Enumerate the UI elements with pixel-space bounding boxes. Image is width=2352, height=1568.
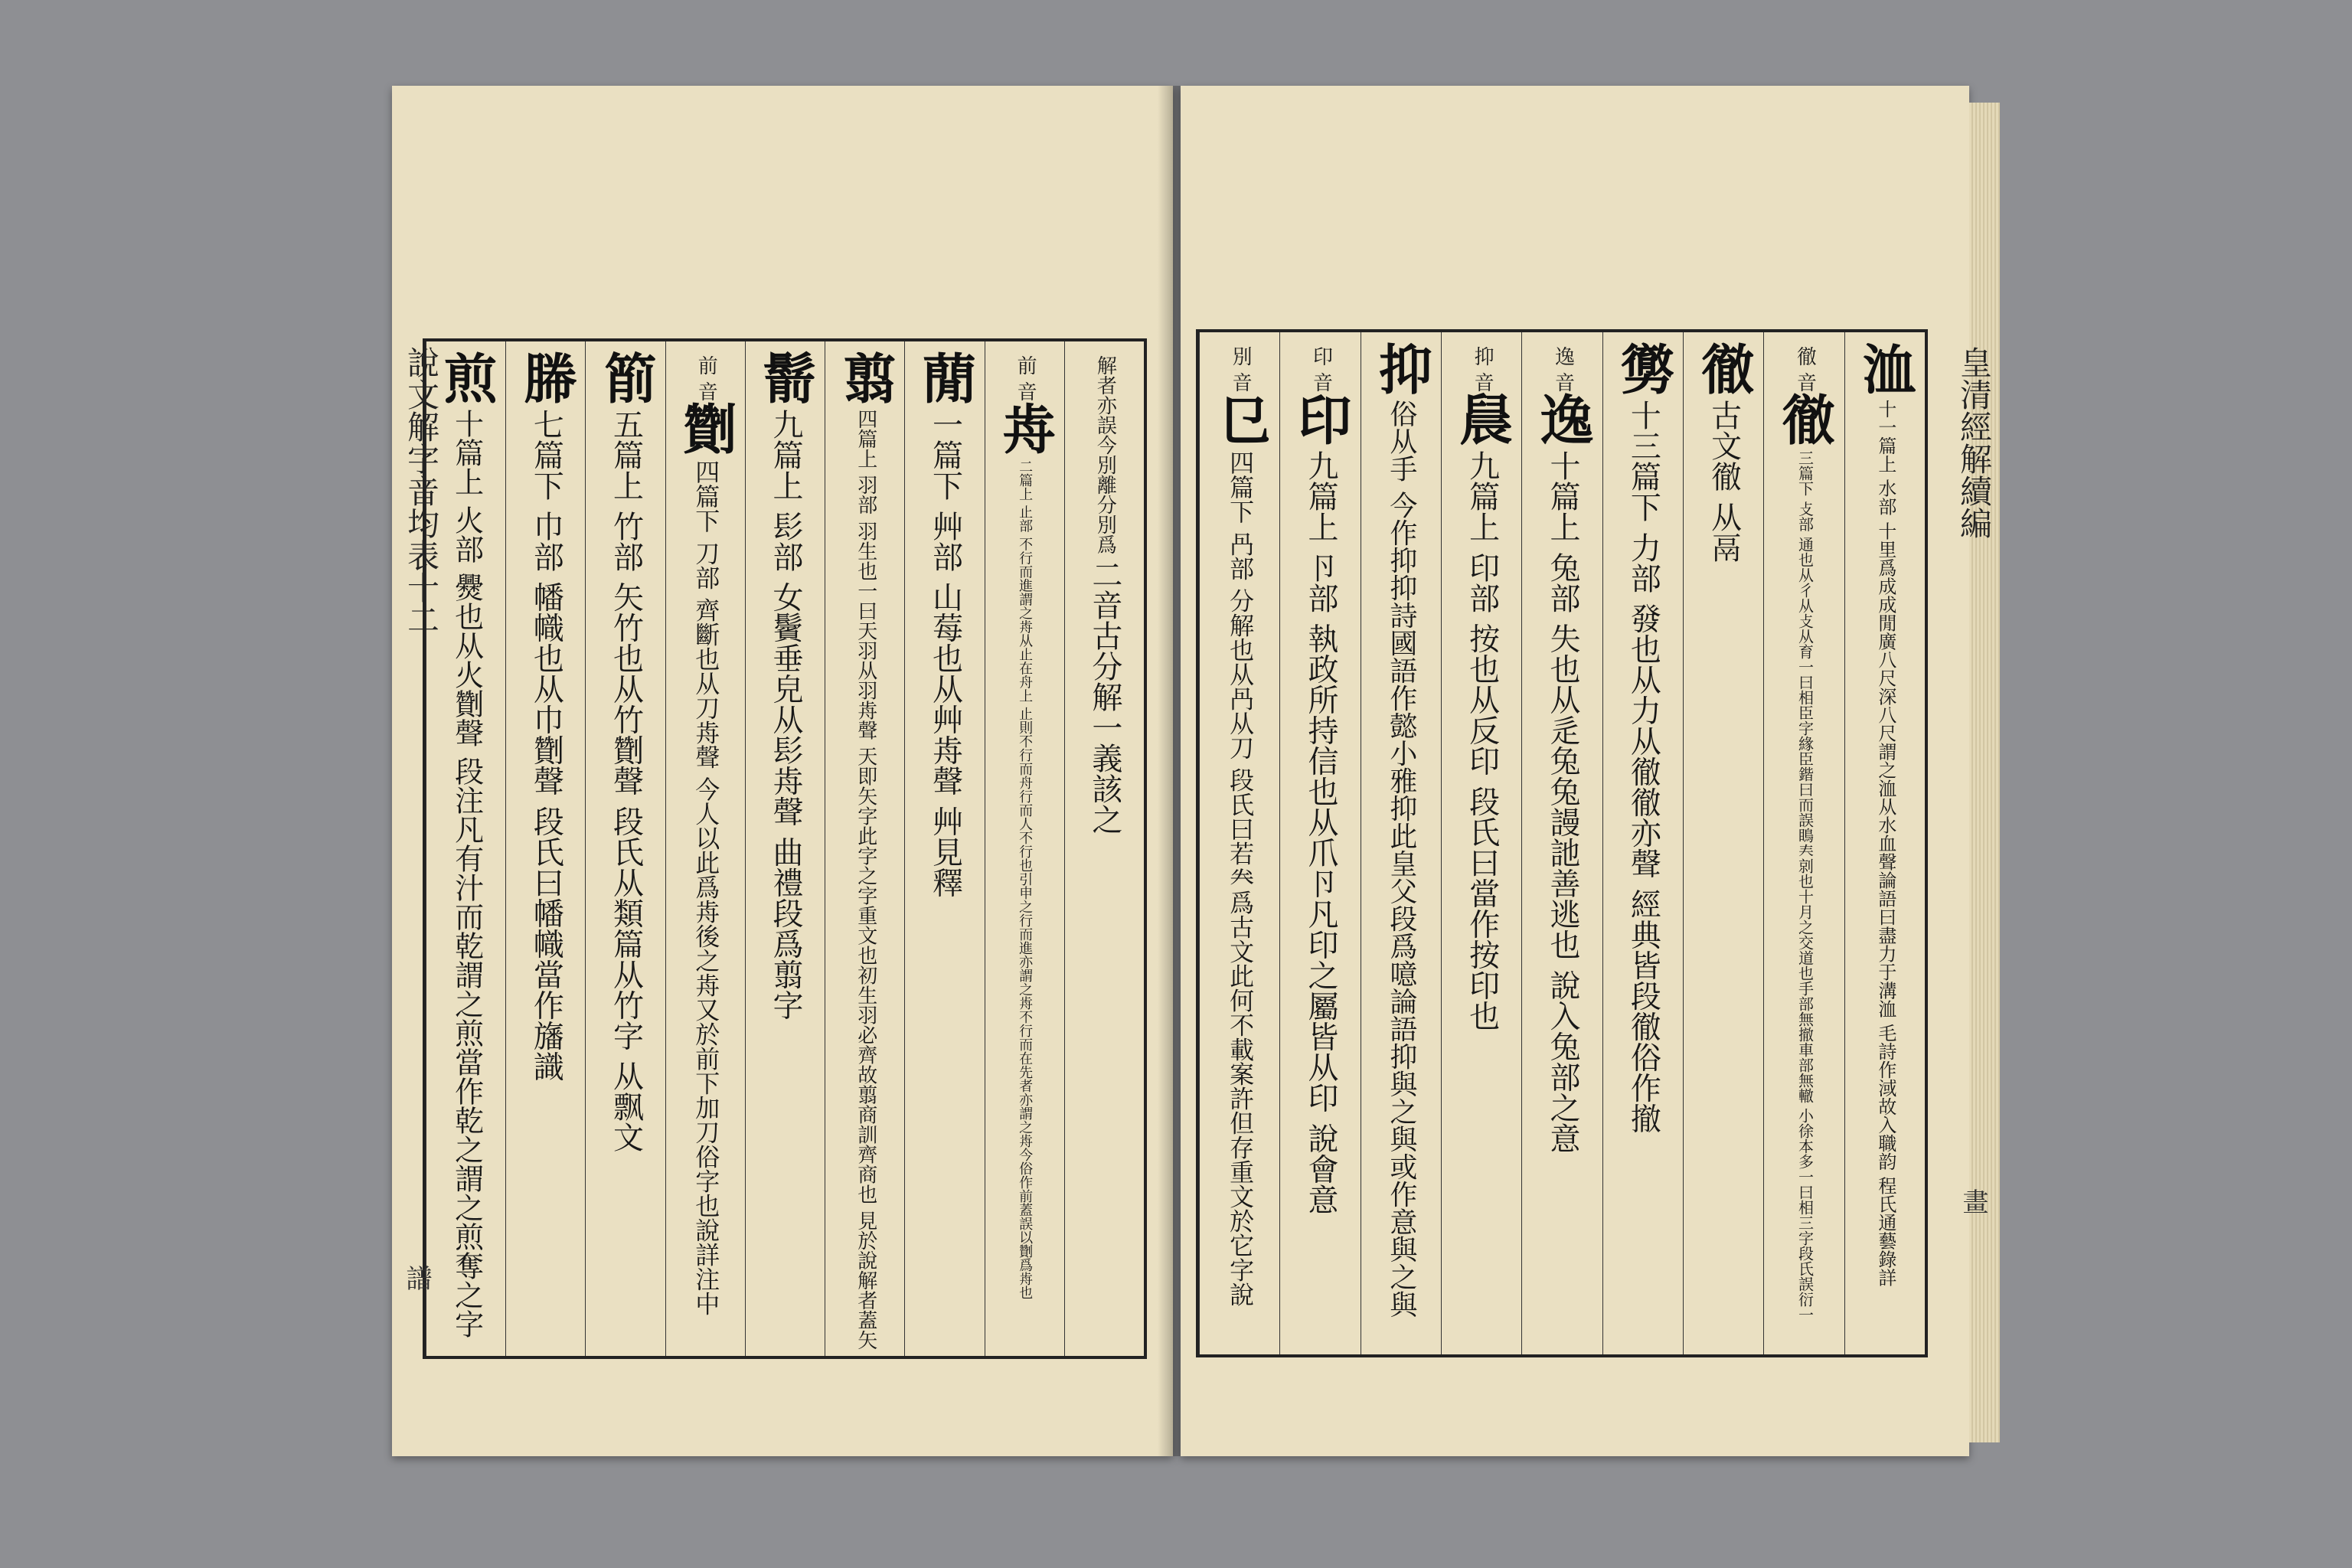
left-definition-text: 五篇上 竹部 矢竹也从竹劗聲 段氏从類篇从竹字 从飘文 xyxy=(608,409,644,1152)
right-definition-text: 九篇上 印部 按也从反印 段氏曰當作按印也 xyxy=(1464,450,1500,1031)
right-entry xyxy=(1200,341,1280,1307)
left-definition-text: 二音古分解一義該之 xyxy=(1086,559,1122,835)
right-definition-text: 十一篇上 水部 十里爲成成閒廣八尺深八尺謂之洫从水血聲論語曰盡力于溝洫 毛詩作淢故入職韵 程氏通藝錄詳 xyxy=(1874,400,1896,1287)
right-entry xyxy=(1280,341,1361,1214)
right-column xyxy=(1279,332,1361,1354)
right-pronunciation-note: 逸 音 xyxy=(1551,346,1575,393)
left-column xyxy=(825,341,905,1356)
right-definition-text: 十三篇下 力部 發也从力从徹徹亦聲 經典皆段徹俗作撤 xyxy=(1625,400,1661,1134)
right-column xyxy=(1441,332,1522,1354)
right-text-frame xyxy=(1196,329,1928,1357)
right-margin-title: 皇清經解續編 xyxy=(1955,346,1993,539)
left-head-character: 劗 xyxy=(674,401,738,456)
left-column xyxy=(1064,341,1145,1356)
right-head-character: 抑 xyxy=(1370,341,1434,395)
left-definition-text: 四篇上 羽部 羽生也一曰天羽从羽歬聲 天即矢字此字之字重文也初生羽必齊故翦商訓齊商也 見於說解者蓋矢 xyxy=(854,409,877,1351)
right-pronunciation-note: 印 音 xyxy=(1309,346,1333,393)
right-head-character: 徹 xyxy=(1772,392,1837,446)
right-head-character: 洫 xyxy=(1854,341,1918,395)
right-head-character: 䢅 xyxy=(1450,392,1514,446)
right-column xyxy=(1199,332,1280,1354)
left-entry xyxy=(506,351,586,1081)
right-page xyxy=(1181,86,1993,1456)
left-text-frame xyxy=(423,338,1147,1359)
right-head-character: 印 xyxy=(1289,392,1353,446)
left-column xyxy=(505,341,586,1356)
left-definition-text: 二篇上 止部 不行而進謂之歬从止在舟上 止則不行而舟行而人不行也引申之行而進亦謂之歬不行而在先者亦謂之歬今俗作前蓋誤以劗爲歬也 xyxy=(1017,459,1034,1300)
left-definition-text: 一篇下 艸部 山莓也从艸歬聲 艸見釋 xyxy=(927,409,963,898)
left-entry xyxy=(825,351,905,1350)
left-pronunciation-note: 前 音 xyxy=(1014,355,1037,402)
right-entry xyxy=(1442,341,1522,1031)
left-column xyxy=(585,341,665,1356)
left-head-character: 蕑 xyxy=(913,351,978,404)
left-head-character: 箾 xyxy=(594,351,658,404)
left-pronunciation-note: 解者亦誤今別離分別爲 xyxy=(1093,355,1117,554)
left-column xyxy=(904,341,985,1356)
right-head-character: 勶 xyxy=(1612,341,1676,395)
left-pronunciation-note: 前 音 xyxy=(694,355,718,402)
right-definition-text: 四篇下 冎部 分解也从冎从刀 段氏曰若𠔉爲古文此何不載案許但存重文於它字說 xyxy=(1226,450,1256,1307)
right-column xyxy=(1683,332,1764,1354)
left-head-character: 幐 xyxy=(514,351,579,404)
right-column xyxy=(1602,332,1684,1354)
left-column xyxy=(745,341,825,1356)
right-entry xyxy=(1361,341,1442,1318)
right-column xyxy=(1361,332,1442,1354)
left-head-character: 歬 xyxy=(993,401,1057,456)
left-definition-text: 十篇上 火部 㸑也从火劗聲 段注凡有汁而乾謂之煎當作乾之謂之煎奪之字 xyxy=(449,409,484,1339)
right-head-character: 逸 xyxy=(1530,392,1595,446)
left-column xyxy=(665,341,746,1356)
left-entry xyxy=(985,351,1065,1299)
right-column xyxy=(1521,332,1602,1354)
right-pronunciation-note: 別 音 xyxy=(1229,346,1253,393)
left-column xyxy=(985,341,1065,1356)
left-definition-text: 七篇下 巾部 幡幟也从巾劗聲 段氏曰幡幟當作旛識 xyxy=(528,409,564,1082)
left-entry xyxy=(666,351,746,1316)
right-head-character: 㔾 xyxy=(1208,392,1272,446)
right-entry xyxy=(1845,341,1926,1287)
left-entry xyxy=(586,351,665,1152)
left-head-character: 翦 xyxy=(834,351,898,404)
right-entry xyxy=(1684,341,1764,563)
left-definition-text: 九篇上 髟部 女鬢垂皃从髟歬聲 曲禮段爲翦字 xyxy=(767,409,803,1021)
right-head-character: 徹 xyxy=(1692,341,1756,395)
left-definition-text: 四篇下 刀部 齊斷也从刀歬聲 今人以此爲歬後之歬又於前下加刀俗字也說詳注中 xyxy=(691,459,721,1316)
right-definition-text: 十篇上 兔部 失也从辵兔兔謾訑善逃也 說入兔部之意 xyxy=(1544,450,1580,1154)
right-column xyxy=(1844,332,1926,1354)
left-folio: 譜 xyxy=(401,1265,432,1291)
right-entry xyxy=(1764,341,1844,1322)
right-entry xyxy=(1522,341,1602,1153)
left-entry xyxy=(905,351,985,897)
left-entry xyxy=(1065,351,1145,835)
right-folio: 畫 xyxy=(1958,1188,1988,1214)
right-definition-text: 俗从手 今作抑抑詩國語作懿小雅抑此皇父段爲噫論語抑與之與或作意與之與 xyxy=(1385,400,1417,1318)
right-definition-text: 古文徹 从鬲 xyxy=(1706,400,1742,563)
right-pronunciation-note: 徹 音 xyxy=(1793,346,1817,393)
right-pronunciation-note: 抑 音 xyxy=(1471,346,1494,393)
left-page xyxy=(392,86,1173,1456)
page-edge xyxy=(1969,103,2000,1442)
right-column xyxy=(1763,332,1844,1354)
left-head-character: 煎 xyxy=(435,351,499,404)
left-margin-title: 說文解字音均表十二 xyxy=(403,346,440,635)
open-book xyxy=(392,86,1993,1487)
right-entry xyxy=(1603,341,1684,1133)
right-definition-text: 三篇下 攴部 通也从彳从攴从育一曰相臣字緣臣鍇曰而誤瞗𡗗剠也十月之交道也手部無撤車部無轍 小徐本多一曰相三字段氏誤衍一 xyxy=(1795,450,1815,1323)
right-definition-text: 九篇上 卪部 執政所持信也从爪卪凡印之屬皆从印 說會意 xyxy=(1302,450,1338,1215)
left-entry xyxy=(746,351,825,1020)
left-head-character: 鬋 xyxy=(753,351,818,404)
